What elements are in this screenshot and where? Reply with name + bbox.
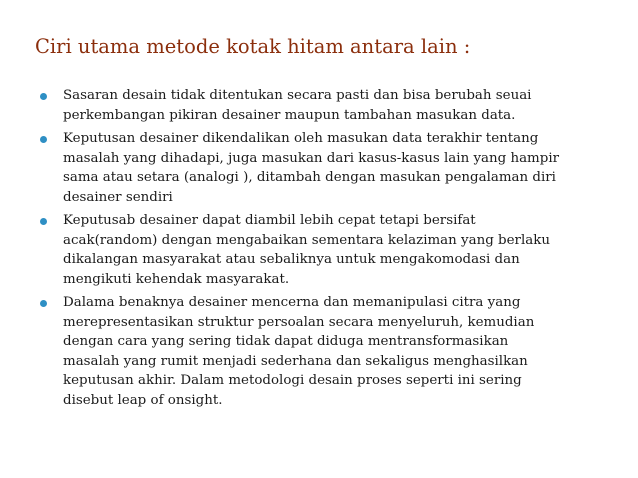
bullet-line: Dalama benaknya desainer mencerna dan memanipulasi citra yang: [63, 295, 521, 310]
bullet-line: masalah yang rumit menjadi sederhana dan sekaligus menghasilkan: [63, 353, 528, 369]
bullet-dot-icon: [40, 93, 47, 100]
bullet-line: dikalangan masyarakat atau sebaliknya untuk mengakomodasi dan: [63, 252, 520, 267]
bullet-dot-icon: [40, 300, 47, 307]
bullet-line: masalah yang dihadapi, juga masukan dari kasus-kasus lain yang hampir: [63, 150, 560, 166]
bullet-list: [38, 86, 613, 414]
bullet-line: Sasaran desain tidak ditentukan secara pasti dan bisa berubah seuai: [63, 88, 532, 103]
bullet-line: dengan cara yang sering tidak dapat diduga mentransformasikan: [63, 334, 509, 349]
bullet-item: [38, 129, 613, 207]
bullet-line: perkembangan pikiran desainer maupun tambahan masukan data.: [63, 107, 516, 123]
bullet-item: [38, 86, 613, 125]
bullet-line: sama atau setara (analogi ), ditambah dengan masukan pengalaman diri: [63, 170, 556, 185]
slide-title: Ciri utama metode kotak hitam antara lain :: [35, 35, 471, 58]
bullet-line: merepresentasikan struktur persoalan secara menyeluruh, kemudian: [63, 314, 535, 330]
bullet-item: [38, 293, 613, 410]
bullet-line: acak(random) dengan mengabaikan sementara kelaziman yang berlaku: [63, 232, 550, 248]
bullet-line: Keputusan desainer dikendalikan oleh masukan data terakhir tentang: [63, 131, 539, 146]
bullet-dot-icon: [40, 218, 47, 225]
bullet-line: desainer sendiri: [63, 189, 173, 205]
bullet-line: keputusan akhir. Dalam metodologi desain proses seperti ini sering: [63, 373, 522, 388]
bullet-dot-icon: [40, 136, 47, 143]
bullet-line: mengikuti kehendak masyarakat.: [63, 271, 290, 287]
bullet-line: Keputusab desainer dapat diambil lebih cepat tetapi bersifat: [63, 213, 476, 228]
bullet-item: [38, 211, 613, 289]
bullet-line: disebut leap of onsight.: [63, 392, 223, 408]
